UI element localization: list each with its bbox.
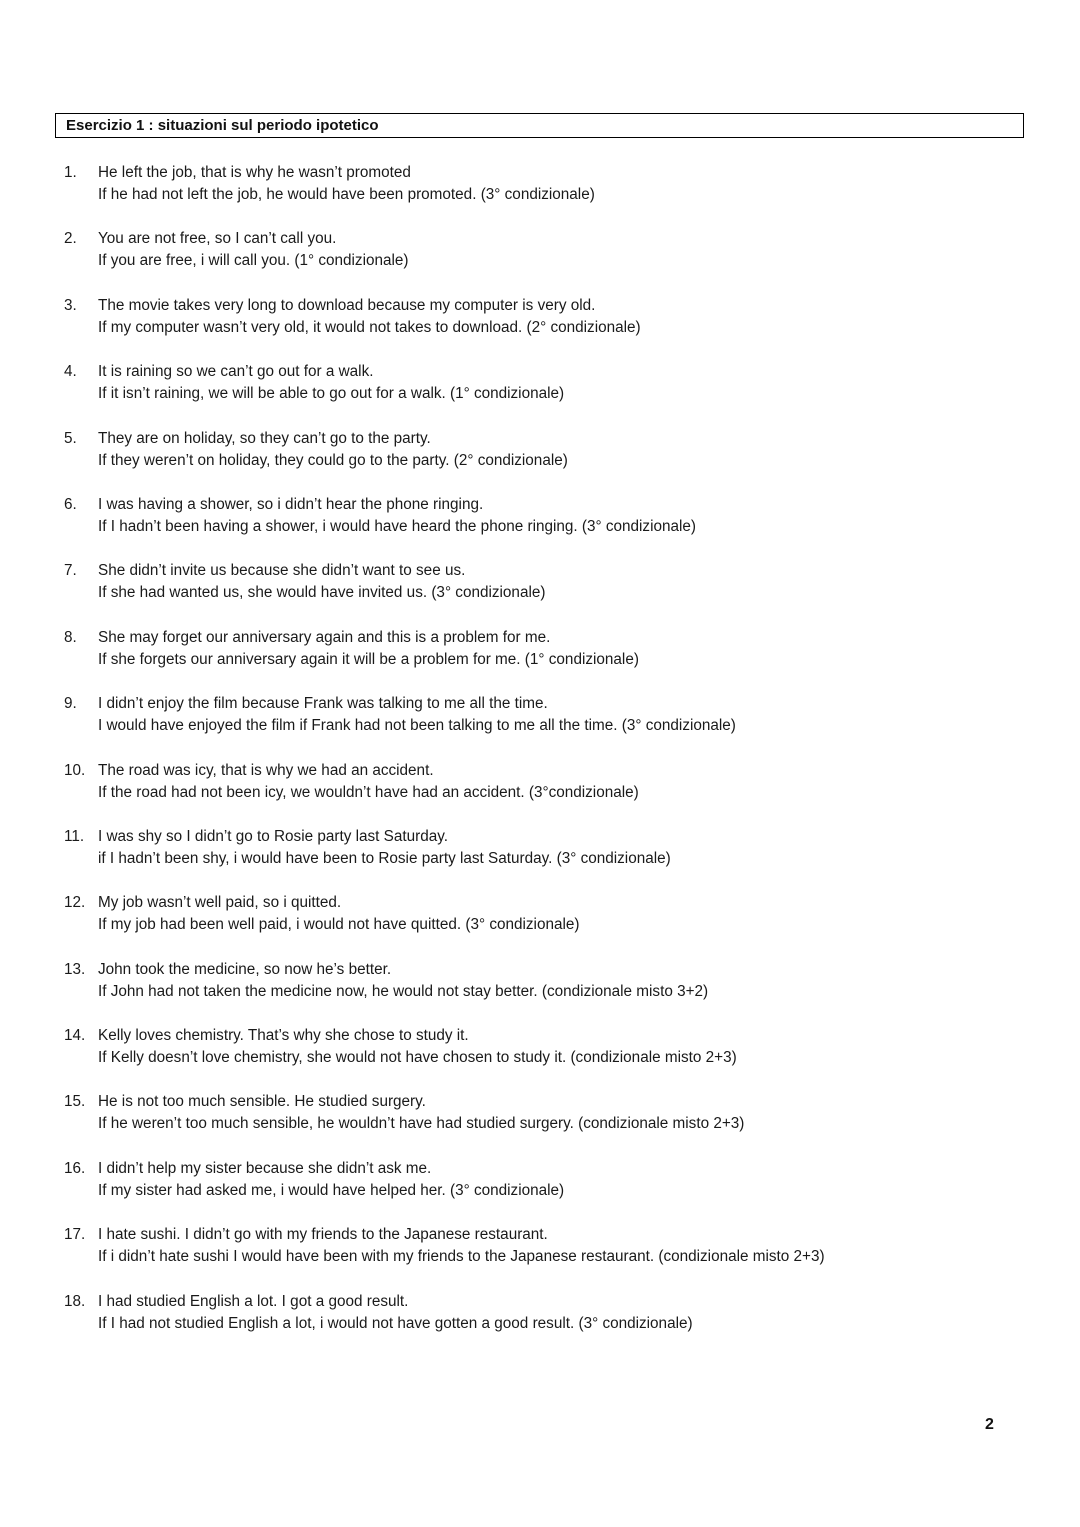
item-number: 18. (64, 1292, 86, 1310)
item-text (98, 959, 708, 1003)
conditional-answer: If Kelly doesn’t love chemistry, she would not have chosen to study it. (condizionale misto 2+3) (98, 1049, 737, 1067)
item-text (98, 892, 579, 936)
conditional-answer: If i didn’t hate sushi I would have been with my friends to the Japanese restaurant. (condizionale misto 2+3) (98, 1248, 825, 1266)
item-text (98, 494, 696, 538)
conditional-answer: If I hadn’t been having a shower, i would have heard the phone ringing. (3° condizionale) (98, 517, 696, 535)
exercise-item (64, 1224, 1044, 1290)
given-sentence: John took the medicine, so now he’s better. (98, 960, 392, 978)
given-sentence: The road was icy, that is why we had an accident. (98, 761, 434, 779)
exercise-item (64, 361, 1044, 427)
given-sentence: He left the job, that is why he wasn’t promoted (98, 164, 411, 181)
exercise-item (64, 1091, 1044, 1157)
conditional-answer: If I had not studied English a lot, i would not have gotten a good result. (3° condizionale) (98, 1314, 693, 1332)
exercise-item (64, 494, 1044, 560)
exercise-heading: Esercizio 1 : situazioni sul periodo ipotetico (55, 113, 1024, 138)
given-sentence: He is not too much sensible. He studied surgery. (98, 1093, 426, 1111)
item-text (98, 1091, 744, 1135)
exercise-item (64, 560, 1044, 626)
item-number: 7. (64, 562, 77, 580)
item-number: 14. (64, 1027, 86, 1045)
conditional-answer: If John had not taken the medicine now, he would not stay better. (condizionale misto 3+2) (98, 982, 709, 1000)
page-number: 2 (985, 1416, 994, 1433)
item-number: 10. (64, 761, 86, 779)
item-number: 15. (64, 1093, 86, 1111)
item-number: 2. (64, 230, 77, 248)
item-text (98, 826, 671, 870)
exercise-item (64, 826, 1044, 892)
conditional-answer: if I hadn’t been shy, i would have been to Rosie party last Saturday. (3° condizionale) (98, 849, 671, 867)
given-sentence: Kelly loves chemistry. That’s why she chose to study it. (98, 1027, 469, 1045)
conditional-answer: If my sister had asked me, i would have helped her. (3° condizionale) (98, 1181, 565, 1199)
given-sentence: I didn’t help my sister because she didn’t ask me. (98, 1159, 432, 1177)
item-text (98, 1291, 693, 1335)
item-text (98, 361, 564, 405)
item-number: 16. (64, 1159, 86, 1177)
given-sentence: My job wasn’t well paid, so i quitted. (98, 894, 342, 912)
given-sentence: It is raining so we can’t go out for a walk. (98, 363, 374, 381)
item-number: 4. (64, 363, 77, 381)
item-number: 6. (64, 495, 77, 513)
item-text (98, 760, 639, 804)
given-sentence: She may forget our anniversary again and this is a problem for me. (98, 628, 551, 646)
item-text (98, 693, 736, 737)
item-number: 3. (64, 296, 77, 314)
exercise-item (64, 892, 1044, 958)
given-sentence: I didn’t enjoy the film because Frank was talking to me all the time. (98, 695, 548, 713)
conditional-answer: If my job had been well paid, i would not have quitted. (3° condizionale) (98, 916, 580, 934)
item-text (98, 162, 595, 206)
item-number: 1. (64, 164, 77, 181)
item-text (98, 627, 639, 671)
given-sentence: She didn’t invite us because she didn’t want to see us. (98, 562, 466, 580)
item-number: 9. (64, 695, 77, 713)
conditional-answer: I would have enjoyed the film if Frank had not been talking to me all the time. (3° condizionale) (98, 717, 736, 735)
item-number: 17. (64, 1226, 86, 1244)
given-sentence: You are not free, so I can’t call you. (98, 230, 337, 248)
exercise-item (64, 428, 1044, 494)
item-text (98, 428, 568, 472)
conditional-answer: If she forgets our anniversary again it will be a problem for me. (1° condizionale) (98, 650, 639, 668)
exercise-item (64, 228, 1044, 294)
given-sentence: I hate sushi. I didn’t go with my friends to the Japanese restaurant. (98, 1226, 548, 1244)
given-sentence: I was having a shower, so i didn’t hear the phone ringing. (98, 495, 484, 513)
item-text (98, 1158, 564, 1202)
conditional-answer: If he had not left the job, he would have been promoted. (3° condizionale) (98, 186, 595, 203)
item-text (98, 560, 545, 604)
exercise-item (64, 959, 1044, 1025)
item-number: 11. (64, 827, 85, 845)
given-sentence: They are on holiday, so they can’t go to the party. (98, 429, 431, 447)
item-text (98, 295, 641, 339)
item-text (98, 1025, 737, 1069)
conditional-answer: If the road had not been icy, we wouldn’t have had an accident. (3°condizionale) (98, 783, 639, 801)
exercise-item (64, 1025, 1044, 1091)
item-number: 13. (64, 960, 86, 978)
conditional-answer: If you are free, i will call you. (1° condizionale) (98, 252, 409, 270)
item-text (98, 1224, 825, 1268)
conditional-answer: If it isn’t raining, we will be able to go out for a walk. (1° condizionale) (98, 385, 565, 403)
given-sentence: The movie takes very long to download because my computer is very old. (98, 296, 596, 314)
item-text (98, 228, 409, 272)
conditional-answer: If she had wanted us, she would have invited us. (3° condizionale) (98, 584, 546, 602)
exercise-item (64, 295, 1044, 361)
exercise-item (64, 162, 1044, 228)
item-number: 8. (64, 628, 77, 646)
conditional-answer: If my computer wasn’t very old, it would not takes to download. (2° condizionale) (98, 318, 641, 336)
given-sentence: I had studied English a lot. I got a good result. (98, 1292, 409, 1310)
exercise-list (64, 162, 1044, 1357)
item-number: 5. (64, 429, 77, 447)
exercise-item (64, 1291, 1044, 1357)
conditional-answer: If he weren’t too much sensible, he wouldn’t have had studied surgery. (condizionale misto 2+3) (98, 1115, 745, 1133)
conditional-answer: If they weren’t on holiday, they could go to the party. (2° condizionale) (98, 451, 568, 469)
exercise-item (64, 627, 1044, 693)
given-sentence: I was shy so I didn’t go to Rosie party last Saturday. (98, 827, 449, 845)
item-number: 12. (64, 894, 86, 912)
exercise-item (64, 693, 1044, 759)
exercise-item (64, 1158, 1044, 1224)
exercise-item (64, 760, 1044, 826)
